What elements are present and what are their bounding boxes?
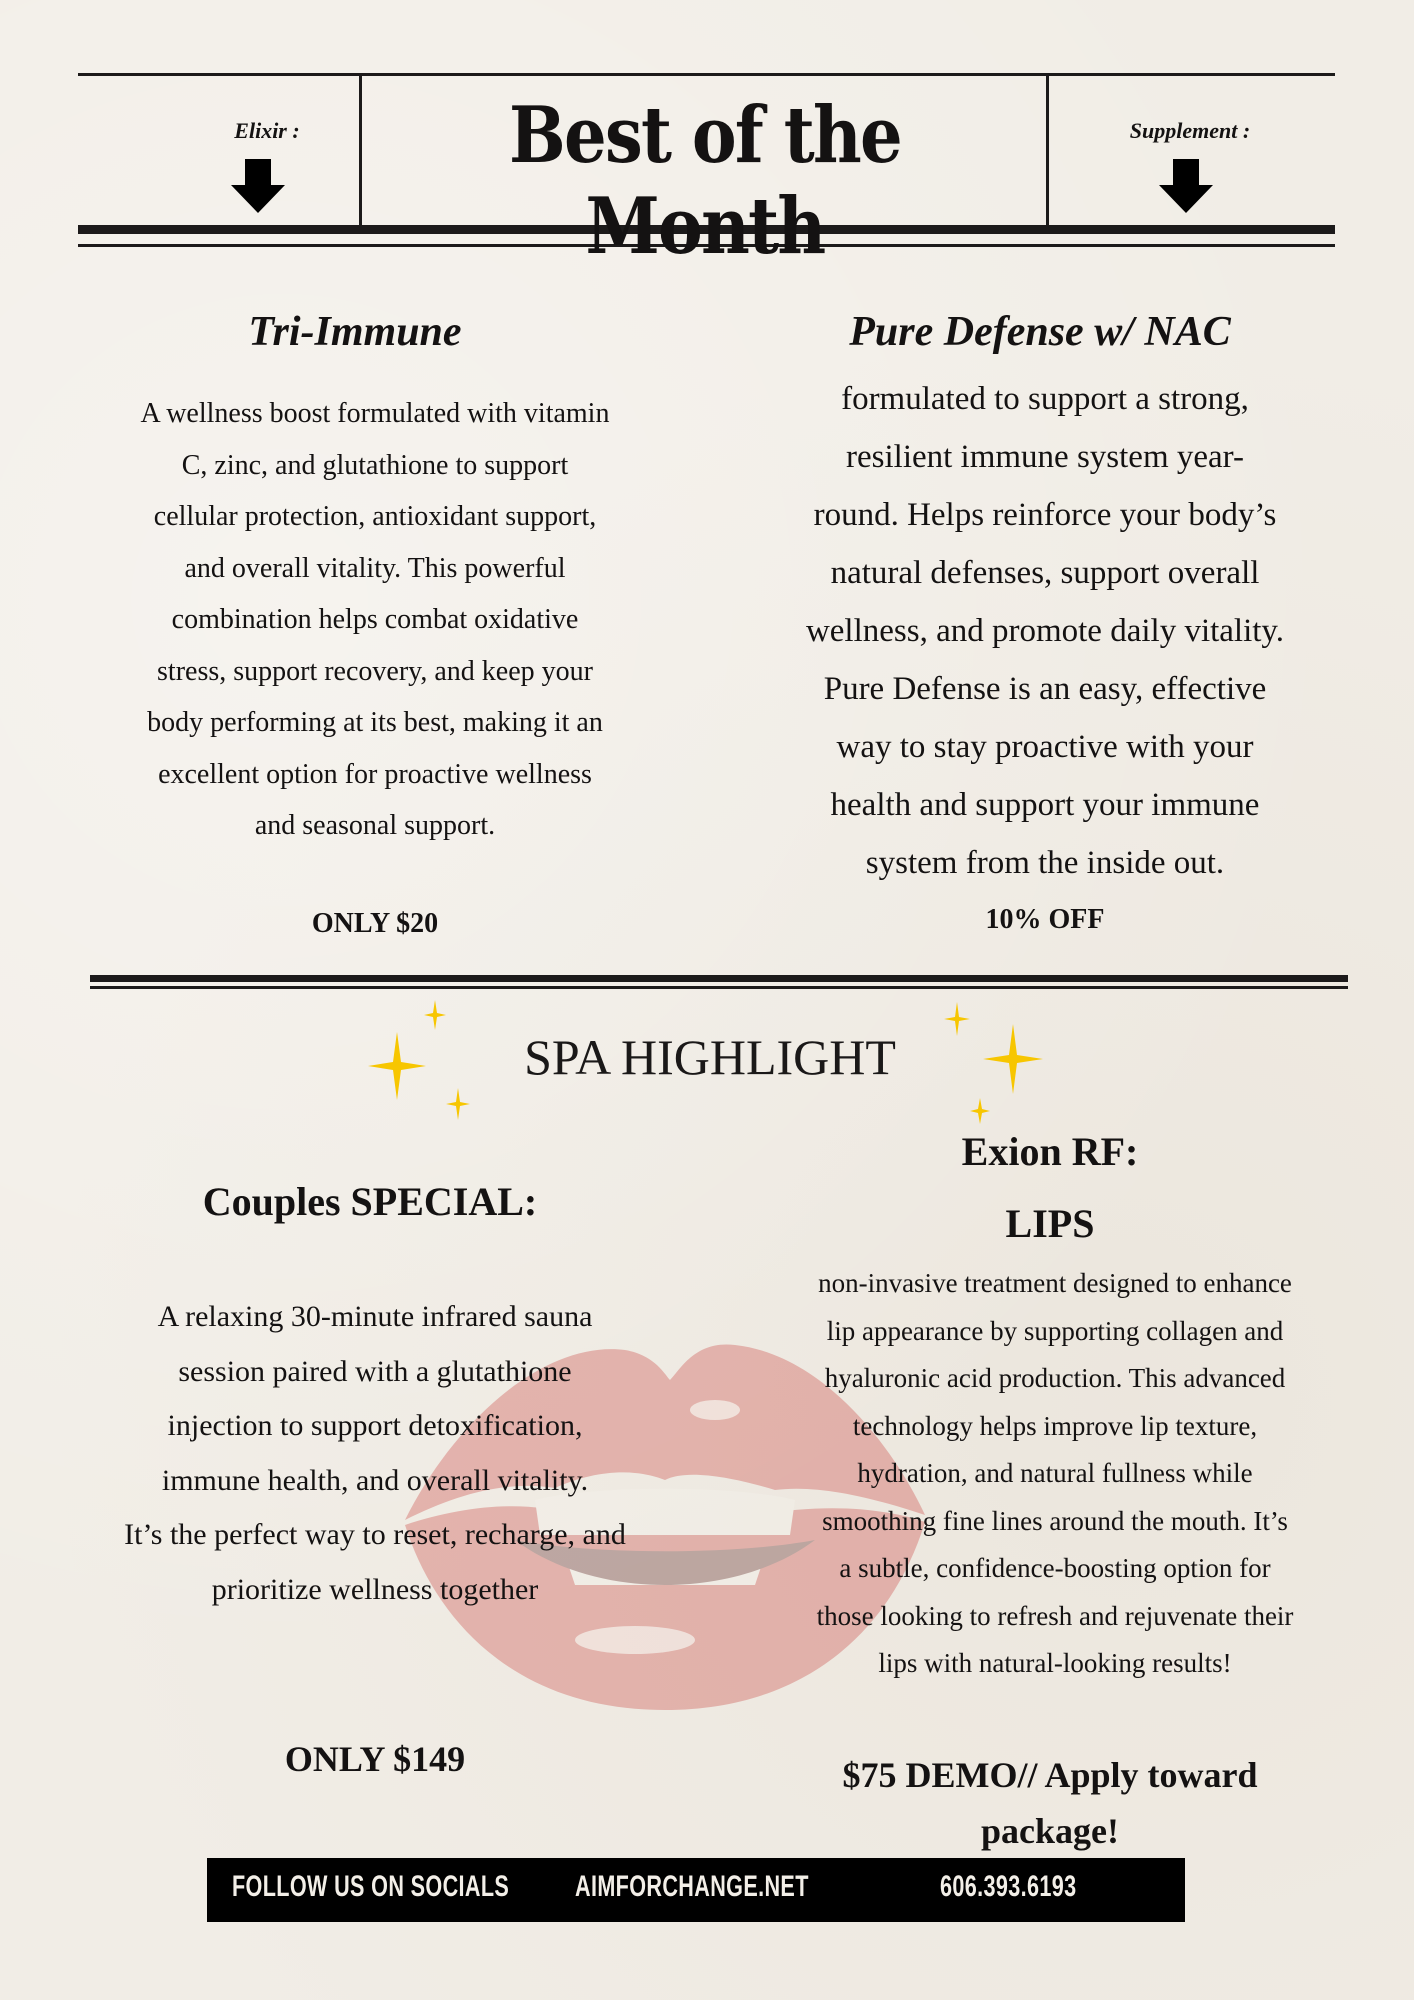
- masthead-top-rule: [78, 73, 1335, 76]
- supplement-description: [715, 370, 1375, 892]
- exion-subtitle: LIPS: [1005, 1201, 1095, 1246]
- text-line: technology helps improve lip texture,: [852, 1410, 1258, 1441]
- text-line: wellness, and promote daily vitality.: [805, 613, 1285, 649]
- text-line: Pure Defense is an easy, effective: [823, 671, 1267, 707]
- text-line: and overall vitality. This powerful: [184, 552, 566, 584]
- elixir-label: Elixir :: [234, 118, 300, 143]
- sparkle-icon: [446, 1088, 470, 1120]
- elixir-title: Tri-Immune: [248, 309, 462, 355]
- socials-link[interactable]: FOLLOW US ON SOCIALS: [232, 1870, 510, 1903]
- text-line: and seasonal support.: [254, 810, 496, 841]
- text-line: health and support your immune: [830, 787, 1260, 823]
- text-line: body performing at its best, making it an: [147, 707, 603, 738]
- supplement-price: 10% OFF: [985, 904, 1105, 935]
- section-thin-rule: [90, 986, 1348, 989]
- exion-title: Exion RF:: [961, 1129, 1139, 1174]
- exion-description: [725, 1260, 1385, 1688]
- masthead-right-divider: [1046, 73, 1049, 228]
- text-line: those looking to refresh and rejuvenate their: [816, 1600, 1294, 1631]
- text-line: lip appearance by supporting collagen and: [826, 1315, 1284, 1346]
- phone-link[interactable]: 606.393.6193: [940, 1870, 1077, 1903]
- text-line: round. Helps reinforce your body’s: [813, 497, 1277, 533]
- text-line: formulated to support a strong,: [841, 381, 1249, 417]
- text-line: prioritize wellness together: [211, 1572, 539, 1606]
- text-line: injection to support detoxification,: [167, 1409, 583, 1442]
- elixir-description: [40, 388, 710, 852]
- text-line: A relaxing 30-minute infrared sauna: [157, 1300, 593, 1333]
- text-line: stress, support recovery, and keep your: [157, 655, 593, 687]
- text-line: cellular protection, antioxidant support,: [153, 501, 597, 532]
- page-title: Best of the Month: [509, 90, 901, 272]
- couples-special-title: Couples SPECIAL:: [202, 1179, 538, 1224]
- text-line: hyaluronic acid production. This advanced: [824, 1363, 1286, 1393]
- text-line: It’s the perfect way to reset, recharge, and: [124, 1518, 626, 1551]
- sparkle-icon: [944, 1002, 970, 1036]
- elixir-price: ONLY $20: [311, 908, 439, 939]
- text-line: session paired with a glutathione: [178, 1354, 572, 1388]
- text-line: resilient immune system year-: [846, 439, 1244, 475]
- exion-price: [720, 1747, 1380, 1859]
- sparkle-icon: [970, 1098, 990, 1124]
- text-line: immune health, and overall vitality.: [161, 1463, 589, 1497]
- text-line: excellent option for proactive wellness: [158, 758, 592, 790]
- masthead-left-divider: [359, 73, 362, 228]
- text-line: lips with natural-looking results!: [878, 1648, 1232, 1678]
- text-line: A wellness boost formulated with vitamin: [140, 398, 610, 429]
- text-line: C, zinc, and glutathione to support: [181, 449, 569, 481]
- text-line: combination helps combat oxidative: [171, 604, 579, 635]
- text-line: way to stay proactive with your: [836, 729, 1254, 765]
- section-thick-rule: [90, 975, 1348, 982]
- sparkle-icon: [983, 1024, 1043, 1094]
- text-line: system from the inside out.: [865, 845, 1225, 881]
- text-line: $75 DEMO// Apply toward: [842, 1755, 1258, 1795]
- text-line: non-invasive treatment designed to enhance: [818, 1268, 1292, 1298]
- sparkle-icon: [424, 1000, 446, 1030]
- spa-section-title: SPA HIGHLIGHT: [524, 1029, 896, 1085]
- text-line: natural defenses, support overall: [830, 555, 1260, 591]
- arrow-down-icon: [231, 159, 285, 213]
- text-line: package!: [981, 1811, 1119, 1851]
- couples-special-price: ONLY $149: [284, 1739, 466, 1779]
- footer-contact-bar: [207, 1858, 1185, 1922]
- text-line: a subtle, confidence-boosting option for: [839, 1553, 1271, 1583]
- couples-special-description: [35, 1290, 715, 1617]
- text-line: smoothing fine lines around the mouth. It’s: [822, 1505, 1288, 1536]
- arrow-down-icon: [1159, 159, 1213, 213]
- website-link[interactable]: AIMFORCHANGE.NET: [575, 1870, 809, 1903]
- supplement-title: Pure Defense w/ NAC: [849, 309, 1231, 355]
- text-line: hydration, and natural fullness while: [857, 1458, 1253, 1488]
- supplement-label: Supplement :: [1129, 118, 1251, 143]
